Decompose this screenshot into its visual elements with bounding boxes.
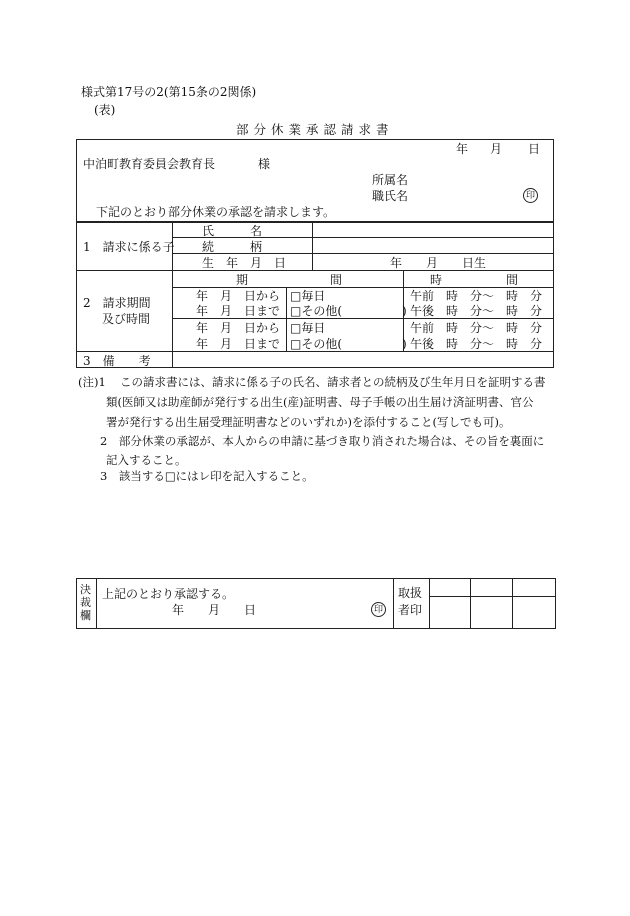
request-date-month: 月	[490, 142, 503, 156]
period-section-label-2: 及び時間	[102, 312, 151, 326]
child-birth-value: 年 月 日生	[390, 256, 487, 270]
decision-label: 決裁欄	[80, 583, 91, 622]
note-1-line-3: 署が発行する出生届受理証明書などのいずれか)を添付すること(写しでも可)。	[106, 415, 511, 429]
period-col-header-2: 間	[330, 273, 343, 287]
form-side-label: (表)	[94, 103, 116, 117]
page-title: 部分休業承認請求書	[236, 122, 394, 137]
note-1-line-1: この請求書には、請求に係る子の氏名、請求者との続柄及び生年月日を証明する書	[120, 375, 546, 389]
period-row-2-choice: □その他( )	[290, 304, 407, 318]
remarks-section-label: 3 備 考	[83, 354, 151, 368]
child-name-label: 氏 名	[202, 224, 263, 238]
approver-seal-icon: 印	[371, 602, 386, 617]
form-number: 様式第17号の2(第15条の2関係)	[81, 85, 257, 99]
period-row-3-date: 年 月 日から	[196, 321, 281, 335]
honorific: 様	[258, 157, 271, 171]
period-row-4-choice: □その他( )	[290, 337, 407, 351]
child-birth-label: 生 年 月 日	[202, 256, 287, 270]
note-2-line-2: 記入すること。	[106, 453, 187, 467]
note-3: 3 該当する□にはレ印を記入すること。	[100, 469, 314, 483]
time-col-header-1: 時	[430, 273, 443, 287]
time-col-header-2: 間	[506, 273, 519, 287]
period-row-4-time: 午後 時 分〜 時 分	[410, 337, 543, 351]
handler-label-1: 取扱	[398, 586, 423, 600]
child-relation-label: 続 柄	[202, 240, 263, 254]
note-2-line-1: 2 部分休業の承認が、本人からの申請に基づき取り消された場合は、その旨を裏面に	[100, 434, 545, 448]
decision-box	[76, 578, 556, 629]
request-date-day: 日	[528, 142, 541, 156]
applicant-seal-icon: 印	[523, 188, 538, 203]
period-row-1-choice: □毎日	[290, 289, 326, 303]
period-section-label-1: 2 請求期間	[83, 296, 151, 310]
position-name-label: 職氏名	[372, 189, 409, 203]
request-date-year: 年	[456, 142, 469, 156]
notes-prefix: (注)1	[78, 375, 106, 389]
affiliation-label: 所属名	[372, 173, 409, 187]
period-col-header-1: 期	[236, 273, 249, 287]
period-row-1-date: 年 月 日から	[196, 289, 281, 303]
period-row-2-date: 年 月 日まで	[196, 304, 281, 318]
child-section-label: 1 請求に係る子	[83, 240, 175, 254]
period-row-4-date: 年 月 日まで	[196, 337, 281, 351]
handler-label-2: 者印	[398, 603, 423, 617]
addressee: 中泊町教育委員会教育長	[83, 157, 216, 171]
period-row-1-time: 午前 時 分〜 時 分	[410, 289, 543, 303]
approval-text: 上記のとおり承認する。	[102, 587, 235, 601]
approval-date: 年 月 日	[172, 603, 257, 617]
note-1-line-2: 類(医師又は助産師が発行する出生(産)証明書、母子手帳の出生届け済証明書、官公	[106, 395, 534, 409]
period-row-3-choice: □毎日	[290, 321, 326, 335]
request-statement: 下記のとおり部分休業の承認を請求します。	[96, 205, 336, 219]
period-row-3-time: 午前 時 分〜 時 分	[410, 321, 543, 335]
period-row-2-time: 午後 時 分〜 時 分	[410, 304, 543, 318]
